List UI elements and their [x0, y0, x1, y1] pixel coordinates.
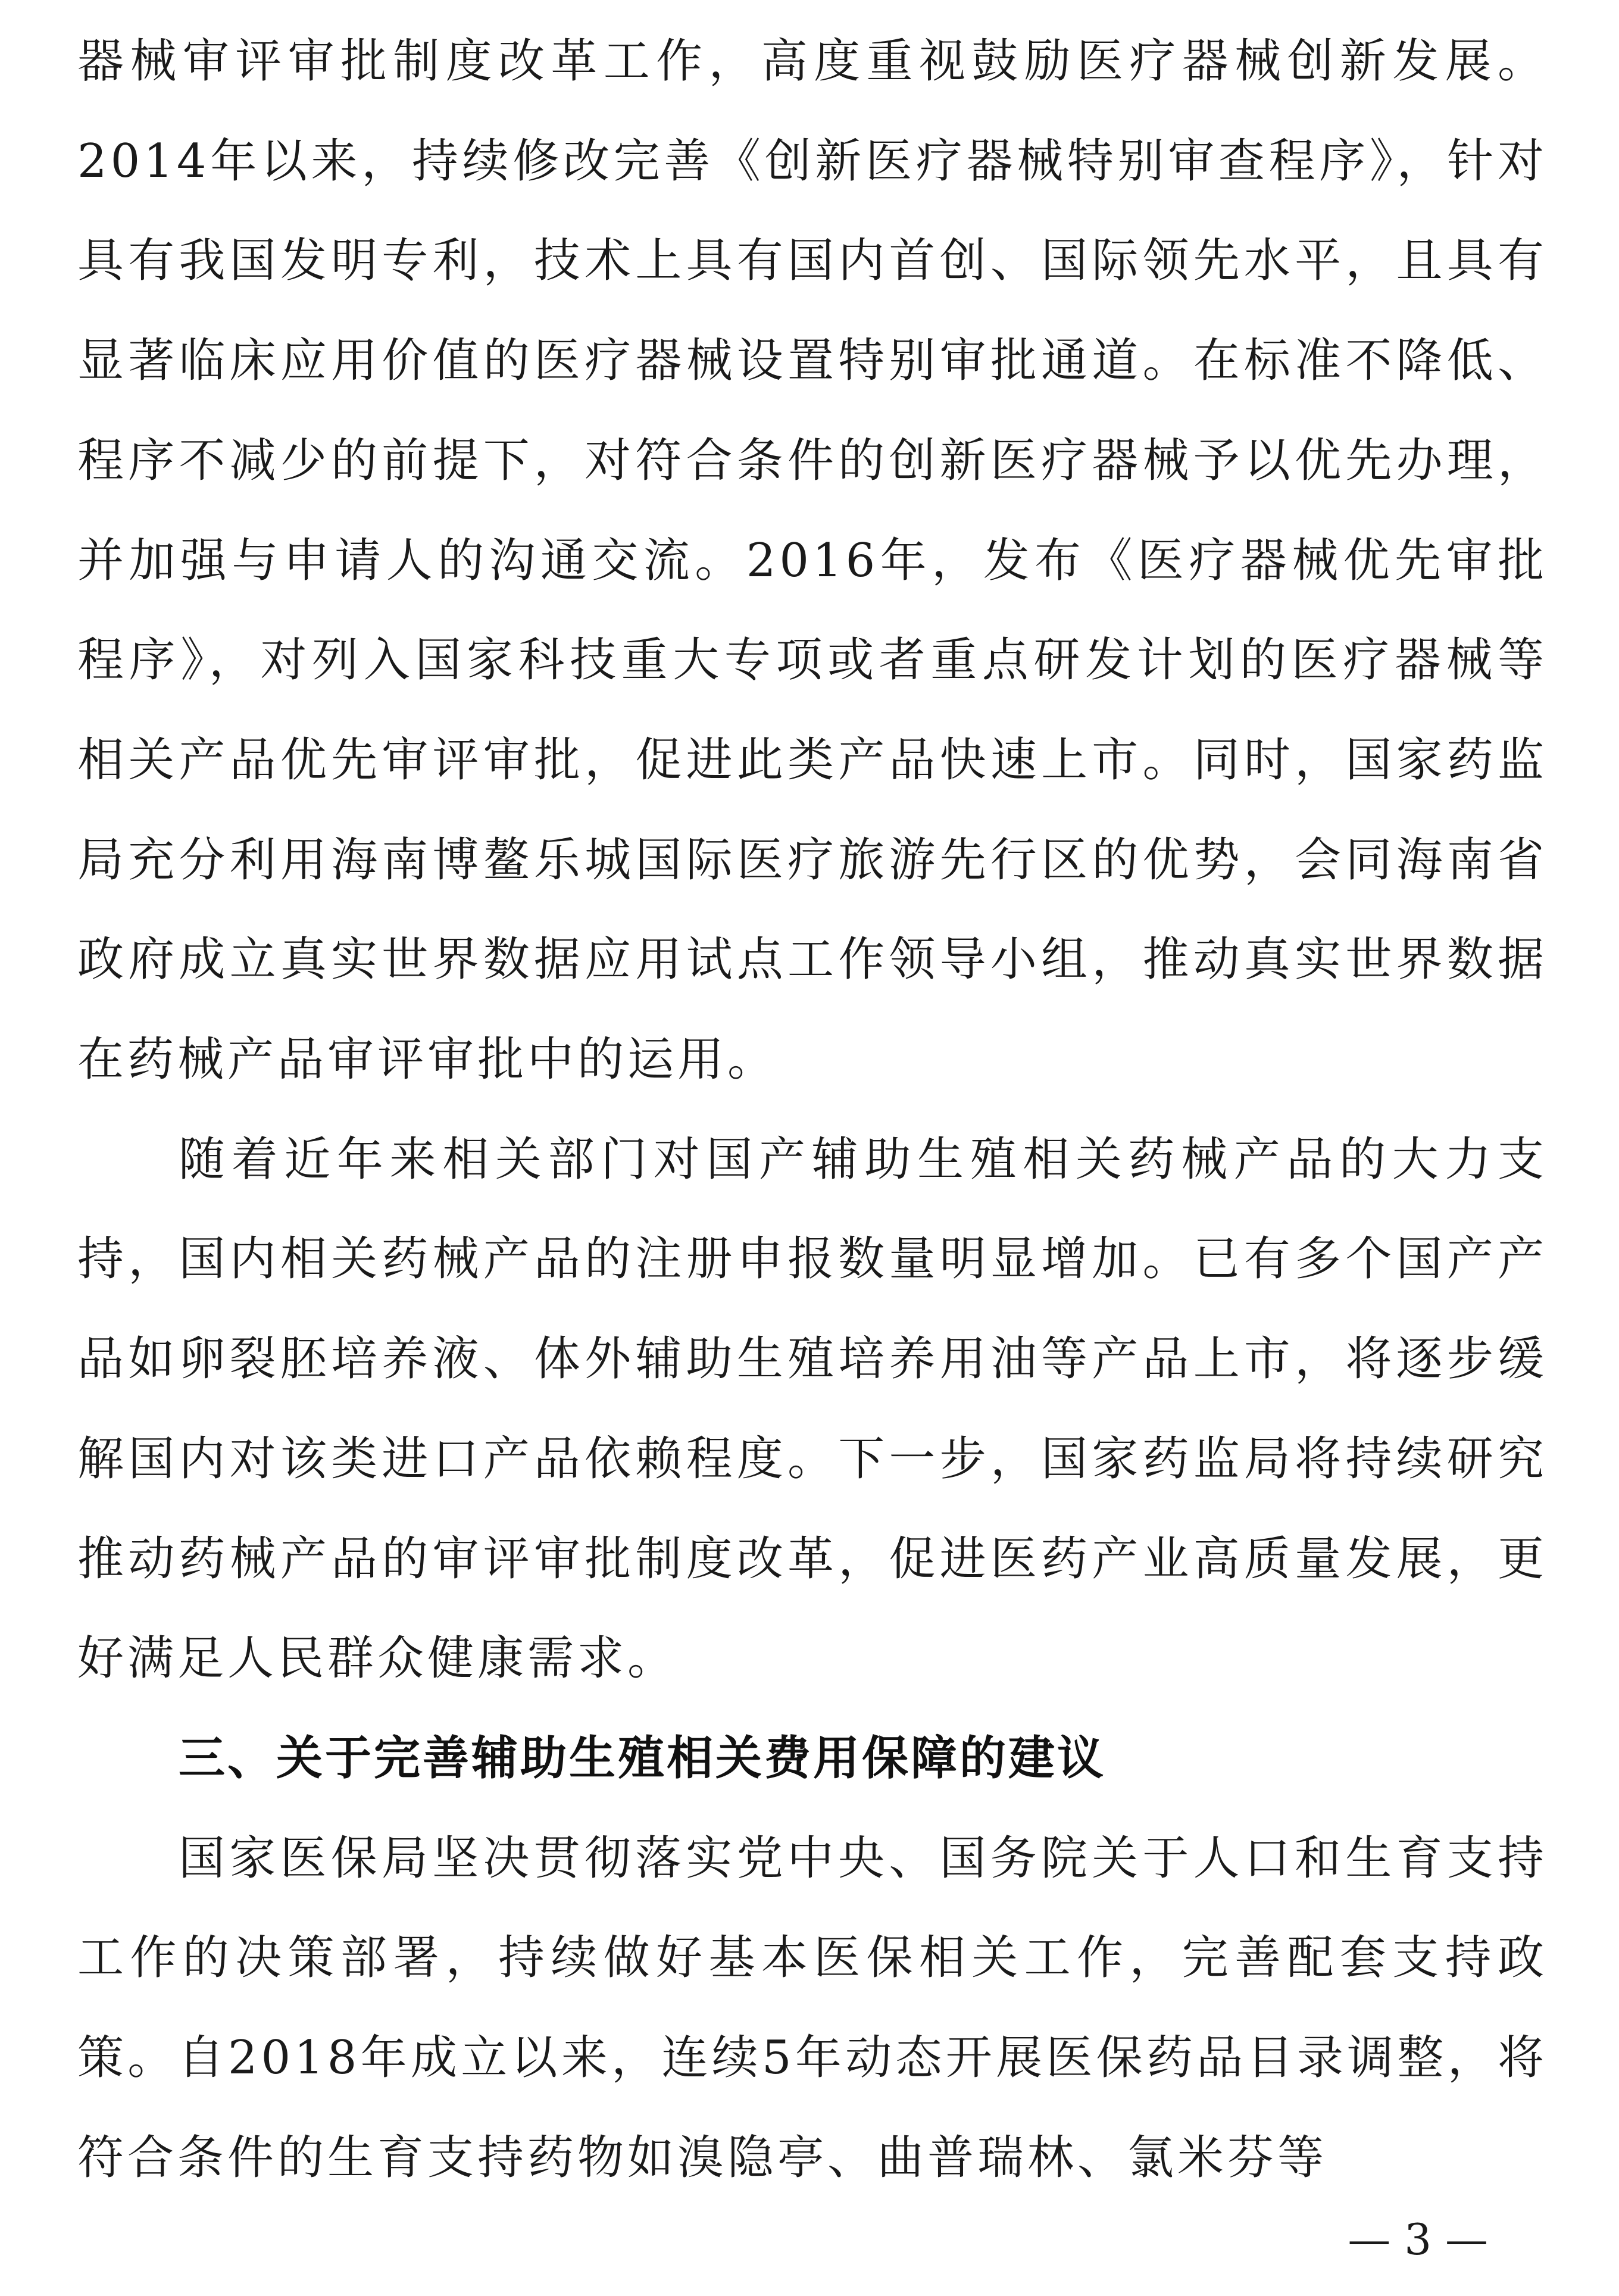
- paragraph-medical-insurance: 国家医保局坚决贯彻落实党中央、国务院关于人口和生育支持工作的决策部署，持续做好基本医保相关工作，完善配套支持政策。自2018年成立以来，连续5年动态开展医保药品目录调整，将符合条件的生育支持药物如溴隐亭、曲普瑞林、氯米芬等: [77, 1831, 1548, 2185]
- page-number: [0, 2214, 1619, 2264]
- paragraph-domestic-products: 随着近年来相关部门对国产辅助生殖相关药械产品的大力支持，国内相关药械产品的注册申报数量明显增加。已有多个国产产品如卵裂胚培养液、体外辅助生殖培养用油等产品上市，将逐步缓解国内对该类进口产品依赖程度。下一步，国家药监局将持续研究推动药械产品的审评审批制度改革，促进医药产业高质量发展，更好满足人民群众健康需求。: [77, 1132, 1548, 1686]
- section-heading: 三、关于完善辅助生殖相关费用保障的建议: [179, 1731, 1107, 1785]
- document-body: [77, 12, 1548, 2208]
- page-number-text: — 3 —: [1348, 2214, 1488, 2264]
- paragraph-drug-device-review-reform: 器械审评审批制度改革工作，高度重视鼓励医疗器械创新发展。2014年以来，持续修改完善《创新医疗器械特别审查程序》，针对具有我国发明专利，技术上具有国内首创、国际领先水平，且具有显著临床应用价值的医疗器械设置特别审批通道。在标准不降低、程序不减少的前提下，对符合条件的创新医疗器械予以优先办理，并加强与申请人的沟通交流。2016年，发布《医疗器械优先审批程序》，对列入国家科技重大专项或者重点研发计划的医疗器械等相关产品优先审评审批，促进此类产品快速上市。同时，国家药监局充分利用海南博鳌乐城国际医疗旅游先行区的优势，会同海南省政府成立真实世界数据应用试点工作领导小组，推动真实世界数据在药械产品审评审批中的运用。: [77, 35, 1548, 1087]
